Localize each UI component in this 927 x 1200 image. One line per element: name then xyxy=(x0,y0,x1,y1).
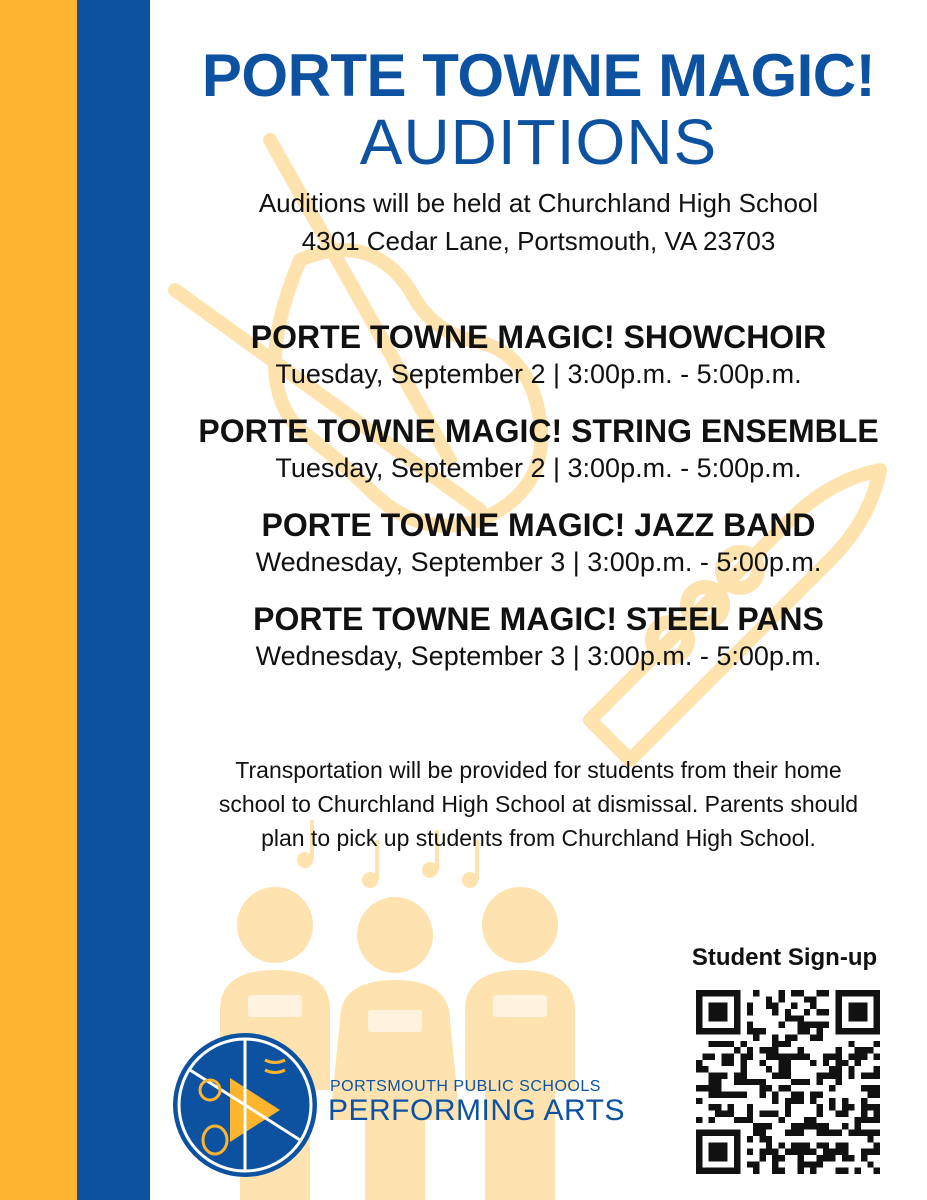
event-showchoir xyxy=(150,318,927,392)
transport-line: school to Churchland High School at dismissal. Parents should xyxy=(218,791,859,817)
transportation-note xyxy=(160,753,917,855)
student-signup-label: Student Sign-up xyxy=(691,944,878,971)
event-schedule: Tuesday, September 2 | 3:00p.m. - 5:00p.m. xyxy=(275,359,802,389)
venue-info xyxy=(150,184,927,260)
event-name: PORTE TOWNE MAGIC! JAZZ BAND xyxy=(261,507,816,543)
event-name: PORTE TOWNE MAGIC! STRING ENSEMBLE xyxy=(198,413,879,449)
blue-side-stripe xyxy=(77,0,150,1200)
transport-line: plan to pick up students from Churchland High School. xyxy=(261,825,816,851)
signup-qr-code[interactable] xyxy=(696,990,880,1174)
event-steel-pans xyxy=(150,600,927,674)
performing-arts-logo-icon xyxy=(170,1030,320,1180)
logo-dept-name: PERFORMING ARTS xyxy=(328,1094,625,1127)
event-schedule: Tuesday, September 2 | 3:00p.m. - 5:00p.m. xyxy=(275,453,802,483)
gold-side-stripe xyxy=(0,0,77,1200)
page-subtitle: AUDITIONS xyxy=(359,106,718,178)
page-title: PORTE TOWNE MAGIC! xyxy=(201,42,876,109)
logo-org-name: PORTSMOUTH PUBLIC SCHOOLS xyxy=(330,1078,601,1095)
event-schedule: Wednesday, September 3 | 3:00p.m. - 5:00p.m. xyxy=(255,547,822,577)
event-schedule: Wednesday, September 3 | 3:00p.m. - 5:00p.m. xyxy=(255,641,822,671)
event-name: PORTE TOWNE MAGIC! SHOWCHOIR xyxy=(250,319,827,355)
event-jazz-band xyxy=(150,506,927,580)
event-string-ensemble xyxy=(150,412,927,486)
transport-line: Transportation will be provided for students from their home xyxy=(235,757,842,783)
venue-address: 4301 Cedar Lane, Portsmouth, VA 23703 xyxy=(301,226,776,256)
event-name: PORTE TOWNE MAGIC! STEEL PANS xyxy=(253,601,824,637)
venue-line-1: Auditions will be held at Churchland High School xyxy=(258,188,819,218)
